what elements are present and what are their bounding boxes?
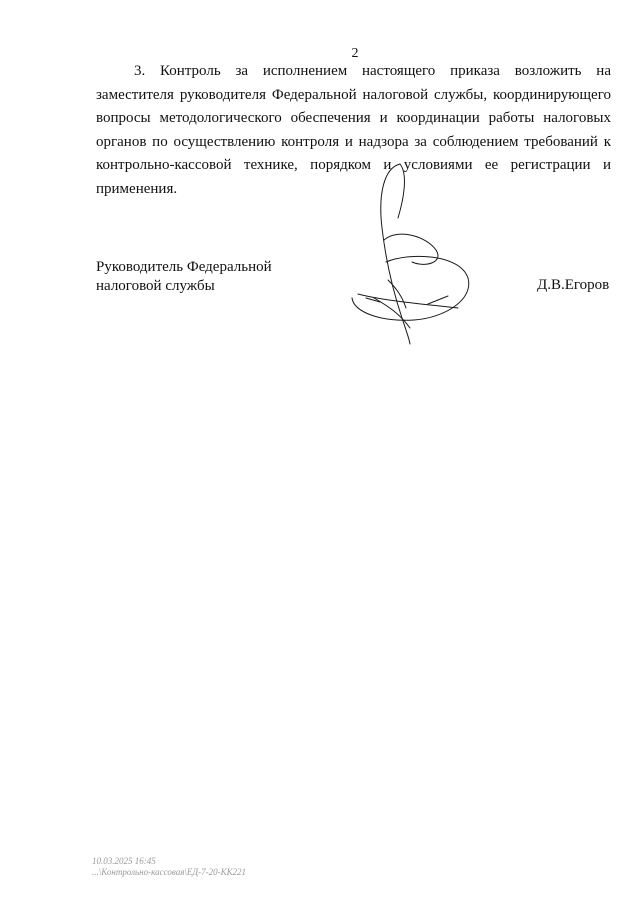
signer-position-line-1: Руководитель Федеральной (96, 259, 272, 275)
signer-name: Д.В.Егоров (537, 277, 610, 293)
signer-position (96, 258, 272, 296)
signer-position-line-2: налоговой службы (96, 278, 215, 294)
document-footer (92, 856, 246, 878)
order-paragraph-3: 3. Контроль за исполнением настоящего приказа возложить на заместителя руководителя Федеральной налоговой службы, координирующего вопросы методологического обеспечения и координации работы налоговых органов по осуществлению контроля и надзора за соблюдением требований к контрольно-кассовой технике, порядком и условиями ее регистрации и применения. (96, 63, 611, 197)
footer-file-path: ...\Контрольно-кассовая\ЕД-7-20-КК221 (92, 867, 247, 877)
handwritten-signature-icon (340, 158, 490, 348)
page-number: 2 (351, 46, 359, 61)
footer-timestamp: 10.03.2025 16:45 (92, 856, 156, 866)
